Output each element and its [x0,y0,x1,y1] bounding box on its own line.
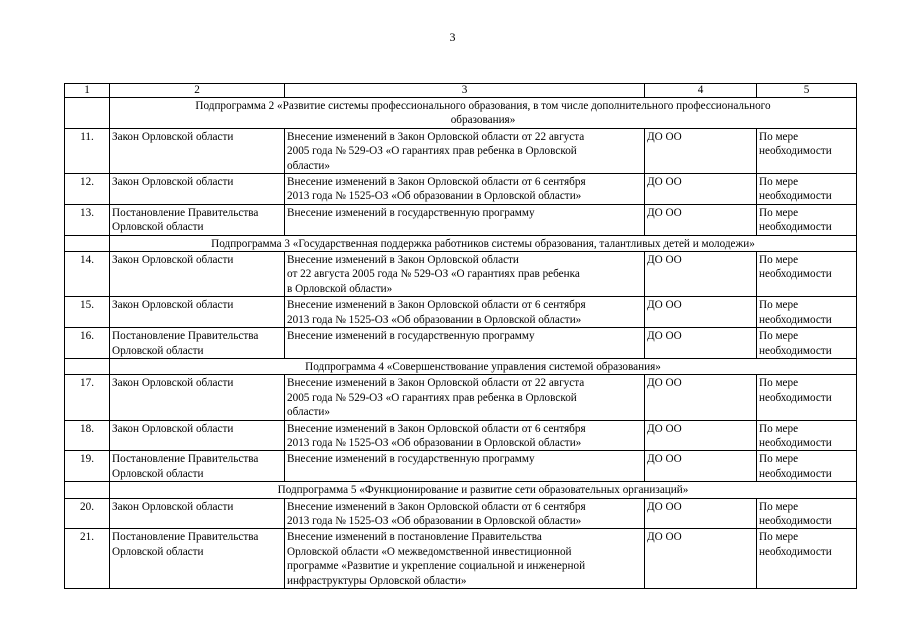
section-title [110,98,857,129]
section-empty-cell [65,482,110,498]
change-description-line: 2005 года № 529-ОЗ «О гарантиях прав ребенка в Орловской [287,145,577,158]
deadline [757,451,857,482]
change-description [285,420,645,451]
executor: ДО ОО [645,498,757,529]
document-type [110,174,285,205]
document-type [110,252,285,297]
deadline-line: По мере [759,299,799,312]
table-row [65,420,857,451]
executor: ДО ОО [645,204,757,235]
change-description-line: 2005 года № 529-ОЗ «О гарантиях прав ребенка в Орловской [287,391,577,404]
table-row [65,128,857,173]
section-row [65,358,857,374]
change-description-line: программе «Развитие и укрепление социальной и инженерной [287,560,586,573]
change-description [285,451,645,482]
document-type-line: Закон Орловской области [112,500,234,513]
section-title [110,235,857,251]
change-description-line: Орловской области «О межведомственной инвестиционной [287,545,572,558]
row-number: 12. [65,174,110,205]
executor: ДО ОО [645,328,757,359]
change-description-line: 2013 года № 1525-ОЗ «Об образовании в Орловской области» [287,190,582,203]
document-type-line: Постановление Правительства [112,531,259,544]
document-type-line: Закон Орловской области [112,422,234,435]
deadline-line: По мере [759,254,799,267]
deadline-line: По мере [759,176,799,189]
deadline-line: По мере [759,422,799,435]
document-type-line: Орловской области [112,344,204,357]
section-row [65,235,857,251]
document-type [110,128,285,173]
change-description-line: Внесение изменений в государственную программу [287,330,535,343]
header-cell-1: 1 [65,84,110,98]
deadline-line: необходимости [759,391,832,404]
document-type-line: Постановление Правительства [112,453,259,466]
section-empty-cell [65,98,110,129]
change-description-line: Внесение изменений в Закон Орловской области от 6 сентября [287,176,586,189]
deadline-line: необходимости [759,190,832,203]
deadline [757,128,857,173]
deadline-line: необходимости [759,313,832,326]
header-row [65,84,857,98]
change-description-line: Внесение изменений в Закон Орловской области от 6 сентября [287,500,586,513]
executor: ДО ОО [645,529,757,589]
document-type [110,328,285,359]
change-description [285,252,645,297]
section-title-line: образования» [450,114,516,127]
table-row [65,328,857,359]
change-description-line: 2013 года № 1525-ОЗ «Об образовании в Орловской области» [287,514,582,527]
section-title-line: Подпрограмма 3 «Государственная поддержка работников системы образования, талантливых детей и молодежи» [211,237,755,250]
document-type [110,420,285,451]
document-type-line: Постановление Правительства [112,330,259,343]
deadline-line: необходимости [759,436,832,449]
document-type [110,498,285,529]
row-number: 18. [65,420,110,451]
document-type [110,297,285,328]
change-description-line: Внесение изменений в постановление Правительства [287,531,542,544]
change-description-line: области» [287,159,330,172]
change-description [285,328,645,359]
document-type-line: Орловской области [112,221,204,234]
executor: ДО ОО [645,297,757,328]
section-title [110,482,857,498]
document-type [110,529,285,589]
section-title-line: Подпрограмма 2 «Развитие системы профессионального образования, в том числе дополнительного профессионального [195,100,771,112]
table-row [65,498,857,529]
document-type-line: Закон Орловской области [112,176,234,189]
change-description-line: инфраструктуры Орловской области» [287,574,467,587]
row-number: 15. [65,297,110,328]
change-description-line: Внесение изменений в Закон Орловской области [287,254,519,267]
executor: ДО ОО [645,451,757,482]
deadline [757,297,857,328]
change-description-line: Внесение изменений в государственную программу [287,453,535,466]
deadline [757,420,857,451]
row-number: 13. [65,204,110,235]
page-number: 3 [449,30,456,44]
section-row [65,98,857,129]
executor: ДО ОО [645,375,757,420]
change-description [285,297,645,328]
table-row [65,174,857,205]
table-row [65,204,857,235]
change-description-line: Внесение изменений в Закон Орловской области от 22 августа [287,377,585,390]
deadline-line: По мере [759,377,799,390]
change-description [285,529,645,589]
change-description [285,375,645,420]
deadline [757,328,857,359]
change-description-line: 2013 года № 1525-ОЗ «Об образовании в Орловской области» [287,313,582,326]
row-number: 21. [65,529,110,589]
row-number: 17. [65,375,110,420]
change-description-line: от 22 августа 2005 года № 529-ОЗ «О гарантиях прав ребенка [287,268,580,281]
change-description-line: в Орловской области» [287,282,393,295]
section-title [110,358,857,374]
table-row [65,529,857,589]
executor: ДО ОО [645,420,757,451]
header-cell-4: 4 [645,84,757,98]
document-type-line: Закон Орловской области [112,377,234,390]
deadline [757,204,857,235]
deadline-line: необходимости [759,545,832,558]
deadline-line: необходимости [759,221,832,234]
document-type [110,451,285,482]
document-type-line: Закон Орловской области [112,130,234,143]
document-type-line: Постановление Правительства [112,206,259,219]
document-type-line: Закон Орловской области [112,254,234,267]
deadline-line: По мере [759,330,799,343]
document-type [110,204,285,235]
change-description-line: Внесение изменений в государственную программу [287,206,535,219]
row-number: 14. [65,252,110,297]
legislation-table [64,83,857,589]
executor: ДО ОО [645,252,757,297]
section-row [65,482,857,498]
deadline-line: необходимости [759,344,832,357]
row-number: 16. [65,328,110,359]
row-number: 19. [65,451,110,482]
deadline-line: По мере [759,500,799,513]
row-number: 11. [65,128,110,173]
change-description-line: области» [287,406,330,419]
change-description-line: Внесение изменений в Закон Орловской области от 6 сентября [287,422,586,435]
deadline-line: необходимости [759,467,832,480]
table-body [65,84,857,589]
document-type-line: Закон Орловской области [112,299,234,312]
table-row [65,297,857,328]
change-description [285,498,645,529]
executor: ДО ОО [645,128,757,173]
row-number: 20. [65,498,110,529]
deadline-line: необходимости [759,145,832,158]
deadline-line: По мере [759,206,799,219]
deadline [757,174,857,205]
document-type [110,375,285,420]
deadline-line: По мере [759,130,799,143]
section-empty-cell [65,235,110,251]
table-row [65,252,857,297]
section-title-line: Подпрограмма 4 «Совершенствование управления системой образования» [305,360,661,373]
deadline [757,529,857,589]
deadline [757,252,857,297]
header-cell-5: 5 [757,84,857,98]
change-description [285,174,645,205]
deadline [757,375,857,420]
executor: ДО ОО [645,174,757,205]
deadline [757,498,857,529]
table-row [65,451,857,482]
document-type-line: Орловской области [112,545,204,558]
section-title-line: Подпрограмма 5 «Функционирование и развитие сети образовательных организаций» [277,484,689,497]
change-description [285,128,645,173]
change-description-line: 2013 года № 1525-ОЗ «Об образовании в Орловской области» [287,436,582,449]
change-description-line: Внесение изменений в Закон Орловской области от 6 сентября [287,299,586,312]
deadline-line: необходимости [759,268,832,281]
table-row [65,375,857,420]
header-cell-2: 2 [110,84,285,98]
document-type-line: Орловской области [112,467,204,480]
deadline-line: По мере [759,453,799,466]
deadline-line: По мере [759,531,799,544]
change-description [285,204,645,235]
header-cell-3: 3 [285,84,645,98]
change-description-line: Внесение изменений в Закон Орловской области от 22 августа [287,130,585,143]
deadline-line: необходимости [759,514,832,527]
section-empty-cell [65,358,110,374]
